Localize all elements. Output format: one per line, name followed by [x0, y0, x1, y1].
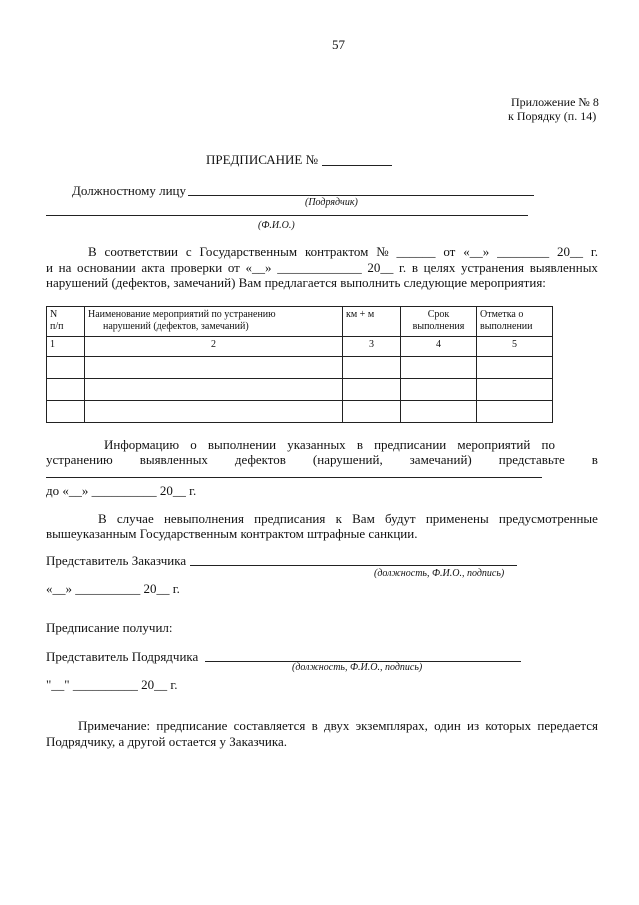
word: соответствии [104, 244, 179, 259]
table-header-row [47, 307, 553, 337]
table-cell[interactable] [47, 401, 85, 423]
table-row [47, 379, 553, 401]
word: по [541, 437, 555, 452]
appendix-line-2: к Порядку (п. 14) [508, 109, 597, 123]
word: один [434, 718, 461, 733]
word: ________ [497, 244, 550, 259]
word: к [335, 511, 342, 526]
word: о [190, 437, 197, 452]
addressee-line [188, 195, 534, 196]
table-cell[interactable] [343, 379, 401, 401]
table-number-cell: 4 [401, 337, 477, 357]
table-number-cell: 1 [47, 337, 85, 357]
table-cell[interactable] [85, 357, 343, 379]
word: 20__ [556, 244, 583, 259]
word: № [376, 244, 389, 259]
word: «__» [463, 244, 490, 259]
table-cell[interactable] [477, 401, 553, 423]
word: (нарушений, [312, 452, 383, 467]
word: представьте [498, 452, 565, 467]
word: в [311, 718, 318, 733]
table-number-cell: 5 [477, 337, 553, 357]
word: замечаний) [409, 452, 472, 467]
customer-label: Представитель Заказчика [46, 553, 187, 568]
word: на [58, 260, 72, 275]
word: составляется [233, 718, 306, 733]
word: Примечание: [78, 718, 151, 733]
customer-date: «__» __________ 20__ г. [46, 581, 180, 596]
word: предписания [254, 511, 326, 526]
word: и [46, 260, 53, 275]
word: В [98, 511, 107, 526]
table-cell[interactable] [401, 379, 477, 401]
addressee-label: Должностному лицу [72, 183, 186, 198]
word: случае [116, 511, 154, 526]
word: выявленных [529, 260, 598, 275]
note-line-1 [78, 718, 598, 734]
word: предусмотренные [498, 511, 598, 526]
table-header-cell: N п/п [47, 307, 85, 337]
word: Государственным [199, 244, 298, 259]
table-cell[interactable] [401, 401, 477, 423]
intro-line-2 [46, 260, 598, 276]
page-number: 57 [332, 37, 345, 52]
table-cell[interactable] [85, 401, 343, 423]
fio-hint: (Ф.И.О.) [258, 220, 295, 231]
word: в [411, 260, 418, 275]
table-cell[interactable] [343, 401, 401, 423]
table-header-cell: Наименование мероприятий по устранению нарушений (дефектов, замечаний) [85, 307, 343, 337]
document-title: ПРЕДПИСАНИЕ № [206, 152, 318, 167]
word: устранению [46, 452, 113, 467]
word: в [591, 452, 598, 467]
title-number-line [322, 165, 392, 166]
word: В [88, 244, 97, 259]
penalty-line-1 [98, 511, 598, 527]
info-deadline: до «__» __________ 20__ г. [46, 483, 197, 498]
table-cell[interactable] [47, 357, 85, 379]
word: в [356, 437, 363, 452]
word: основании [77, 260, 136, 275]
word: выполнении [207, 437, 277, 452]
contractor-date: "__" __________ 20__ г. [46, 677, 178, 692]
word: контрактом [304, 244, 369, 259]
table-header-cell: Отметка о выполнении [477, 307, 553, 337]
word: г. [590, 244, 598, 259]
table-row [47, 401, 553, 423]
word: 20__ [367, 260, 394, 275]
table-cell[interactable] [477, 357, 553, 379]
word: мероприятий [457, 437, 531, 452]
received-label: Предписание получил: [46, 620, 173, 635]
word: от [227, 260, 240, 275]
word: целях [423, 260, 456, 275]
word: _____________ [277, 260, 362, 275]
word: от [443, 244, 456, 259]
word: двух [324, 718, 350, 733]
word: дефектов [234, 452, 286, 467]
word: экземплярах, [355, 718, 428, 733]
word: из [467, 718, 480, 733]
word: передается [537, 718, 598, 733]
word: ______ [396, 244, 436, 259]
measures-table [46, 306, 553, 423]
table-header-cell: Срок выполнения [401, 307, 477, 337]
info-line-2 [46, 452, 598, 468]
word: которых [485, 718, 532, 733]
word: будут [385, 511, 416, 526]
appendix-line-1: Приложение № 8 [511, 95, 599, 109]
table-cell[interactable] [477, 379, 553, 401]
table-number-cell: 3 [343, 337, 401, 357]
word: невыполнения [163, 511, 244, 526]
table-number-cell: 2 [85, 337, 343, 357]
word: акта [141, 260, 165, 275]
info-recipient-line [46, 477, 542, 478]
table-cell[interactable] [343, 357, 401, 379]
word: выявленных [139, 452, 208, 467]
intro-line-1 [88, 244, 598, 260]
note-line-2: Подрядчику, а другой остается у Заказчика. [46, 734, 287, 749]
word: Вам [352, 511, 375, 526]
contractor-hint: (должность, Ф.И.О., подпись) [292, 662, 423, 673]
table-number-row [47, 337, 553, 357]
info-line-1 [104, 437, 555, 453]
word: проверки [170, 260, 223, 275]
contractor-hint: (Подрядчик) [305, 197, 358, 208]
penalty-line-2: вышеуказанным Государственным контрактом штрафные санкции. [46, 526, 418, 541]
contractor-label: Представитель Подрядчика [46, 649, 199, 664]
table-cell[interactable] [47, 379, 85, 401]
word: указанных [287, 437, 346, 452]
word: устранения [461, 260, 525, 275]
customer-hint: (должность, Ф.И.О., подпись) [374, 568, 505, 579]
table-row [47, 357, 553, 379]
word: предписание [156, 718, 228, 733]
word: с [185, 244, 192, 259]
word: предписании [374, 437, 447, 452]
table-header-cell: км + м [343, 307, 401, 337]
intro-line-3: нарушений (дефектов, замечаний) Вам предлагается выполнить следующие мероприятия: [46, 275, 546, 290]
word: «__» [245, 260, 272, 275]
table-cell[interactable] [401, 357, 477, 379]
fio-line [46, 215, 528, 216]
customer-signature-line [190, 565, 517, 566]
table-cell[interactable] [85, 379, 343, 401]
word: Информацию [104, 437, 180, 452]
word: применены [425, 511, 489, 526]
word: г. [399, 260, 407, 275]
